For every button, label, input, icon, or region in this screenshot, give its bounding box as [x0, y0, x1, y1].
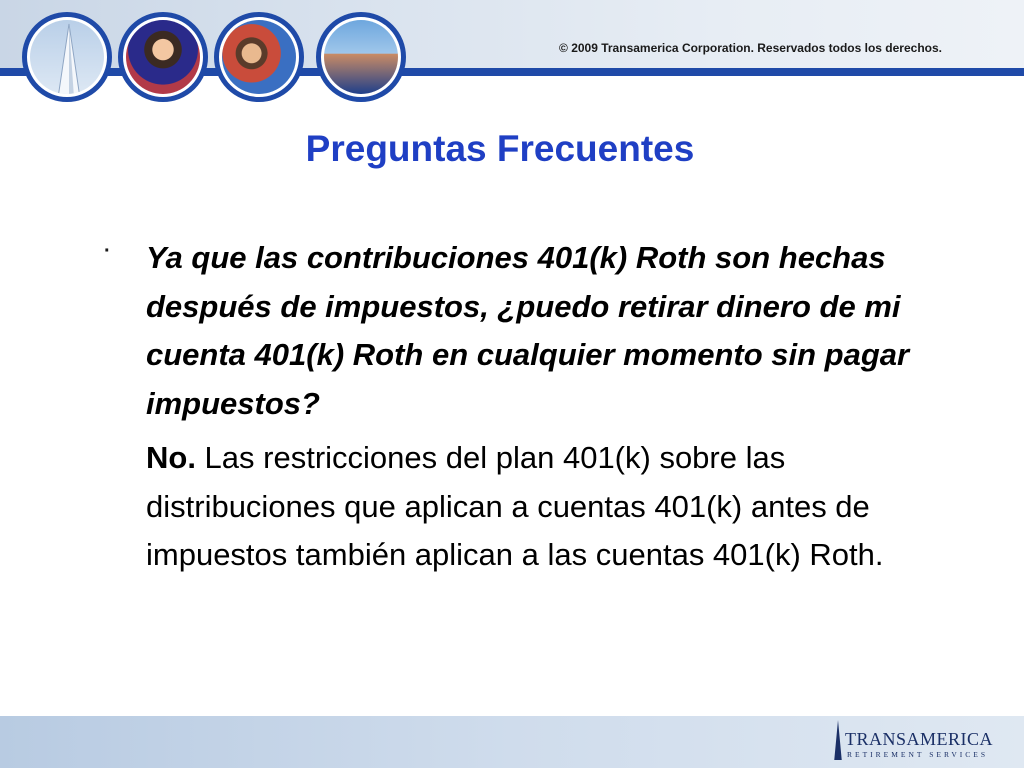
beach-couple-photo — [316, 12, 406, 102]
slide-title: Preguntas Frecuentes — [305, 128, 695, 169]
pyramid-building-photo — [22, 12, 112, 102]
logo-wordmark: TRANSAMERICA — [845, 729, 994, 749]
faq-question: Ya que las contribuciones 401(k) Roth son hechas después de impuestos, ¿puedo retirar dinero de mi cuenta 401(k) Roth en cualquier momento sin pagar impuestos? — [146, 240, 910, 421]
copyright-notice: © 2009 Transamerica Corporation. Reservados todos los derechos. — [559, 41, 942, 55]
answer-lead: No. — [146, 440, 196, 475]
logo-subtitle: RETIREMENT SERVICES — [847, 750, 989, 759]
bullet-marker: · — [104, 240, 111, 262]
graduate-photo — [118, 12, 208, 102]
pyramid-logo-icon — [830, 720, 846, 760]
family-photo — [214, 12, 304, 102]
answer-body: Las restricciones del plan 401(k) sobre las distribuciones que aplican a cuentas 401(k) antes de impuestos también aplican a las cuentas 401(k) Roth. — [146, 440, 884, 572]
faq-answer — [146, 434, 946, 580]
